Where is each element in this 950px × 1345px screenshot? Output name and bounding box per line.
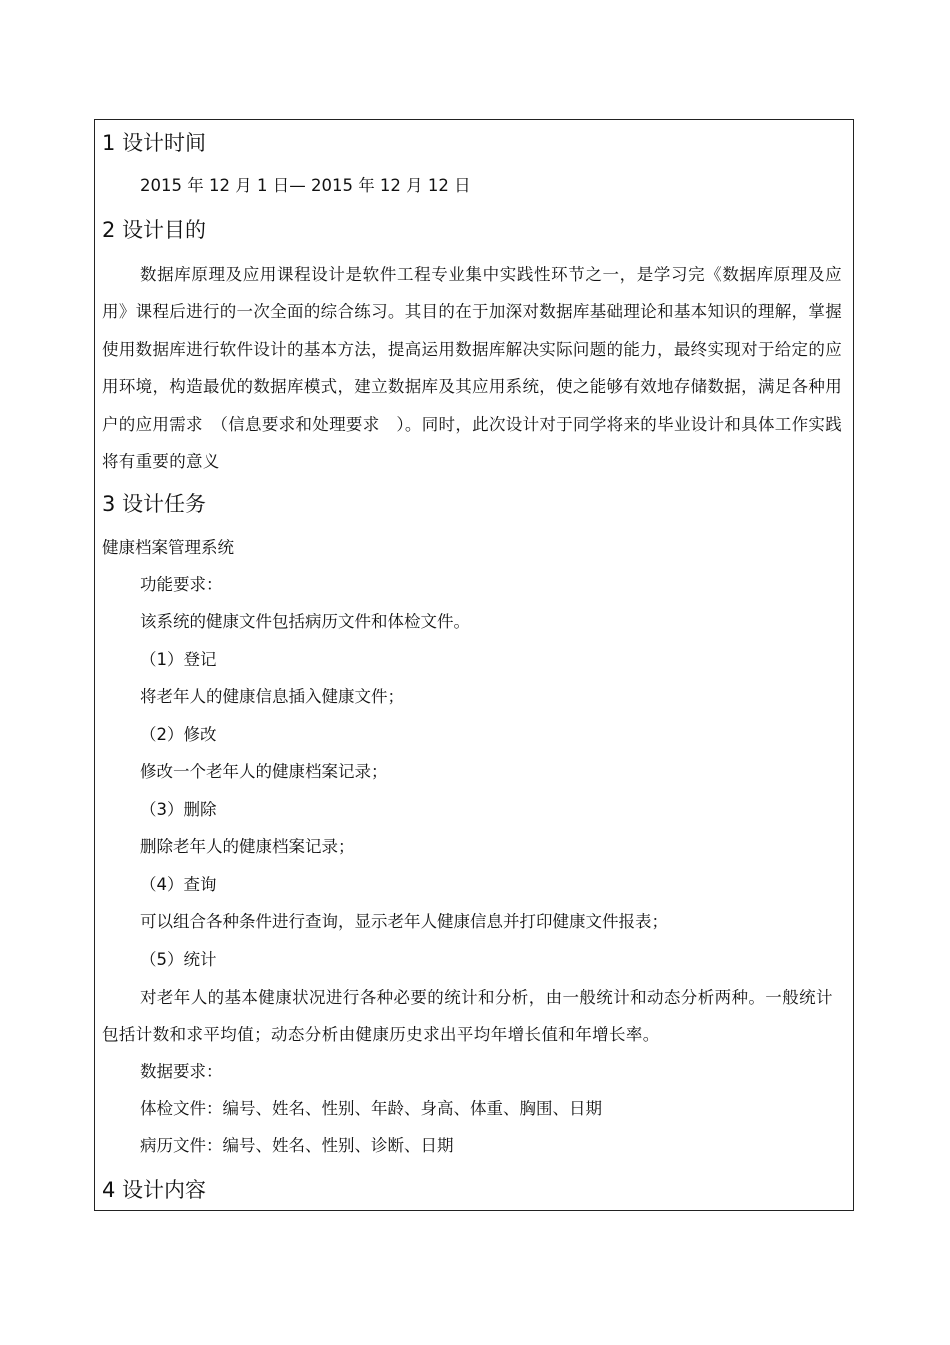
function-requirements-label: 功能要求： — [140, 575, 223, 594]
data-requirements-label: 数据要求： — [140, 1062, 223, 1081]
design-time-text: 2015 年 12 月 1 日— 2015 年 12 月 12 日 — [140, 176, 471, 195]
item-delete-label: （3）删除 — [140, 800, 217, 819]
section-heading-task: 3 设计任务 — [102, 492, 207, 516]
item-delete-desc: 删除老年人的健康档案记录； — [140, 837, 355, 856]
section-heading-content: 4 设计内容 — [102, 1178, 207, 1202]
item-register-desc: 将老年人的健康信息插入健康文件； — [140, 687, 404, 706]
item-modify-desc: 修改一个老年人的健康档案记录； — [140, 762, 388, 781]
item-query-desc: 可以组合各种条件进行查询，显示老年人健康信息并打印健康文件报表； — [140, 912, 668, 931]
section-heading-time: 1 设计时间 — [102, 131, 207, 155]
item-modify-label: （2）修改 — [140, 725, 217, 744]
item-statistics-label: （5）统计 — [140, 950, 217, 969]
item-register-label: （1）登记 — [140, 650, 217, 669]
exam-file-fields: 体检文件：编号、姓名、性别、年龄、身高、体重、胸围、日期 — [140, 1099, 602, 1118]
purpose-paragraph: 数据库原理及应用课程设计是软件工程专业集中实践性环节之一，是学习完《数据库原理及应用》课程后进行的一次全面的综合练习。其目的在于加深对数据库基础理论和基本知识的理解，掌握使用数据库进行软件设计的基本方法，提高运用数据库解决实际问题的能力，最终实现对于给定的应用环境，构造最优的数据库模式，建立数据库及其应用系统，使之能够有效地存储数据，满足各种用户的应用需求 （信息要求和处理要求 ）。同时，此次设计对于同学将来的毕业设计和具体工作实践将有重要的意义 — [102, 265, 842, 472]
statistics-paragraph: 对老年人的基本健康状况进行各种必要的统计和分析，由一般统计和动态分析两种。一般统计包括计数和求平均值；动态分析由健康历史求出平均年增长值和年增长率。 — [102, 988, 833, 1045]
section-heading-purpose: 2 设计目的 — [102, 218, 207, 242]
system-intro: 该系统的健康文件包括病历文件和体检文件。 — [140, 612, 470, 631]
system-name: 健康档案管理系统 — [102, 538, 234, 557]
item-query-label: （4）查询 — [140, 875, 217, 894]
medical-file-fields: 病历文件：编号、姓名、性别、诊断、日期 — [140, 1136, 454, 1155]
